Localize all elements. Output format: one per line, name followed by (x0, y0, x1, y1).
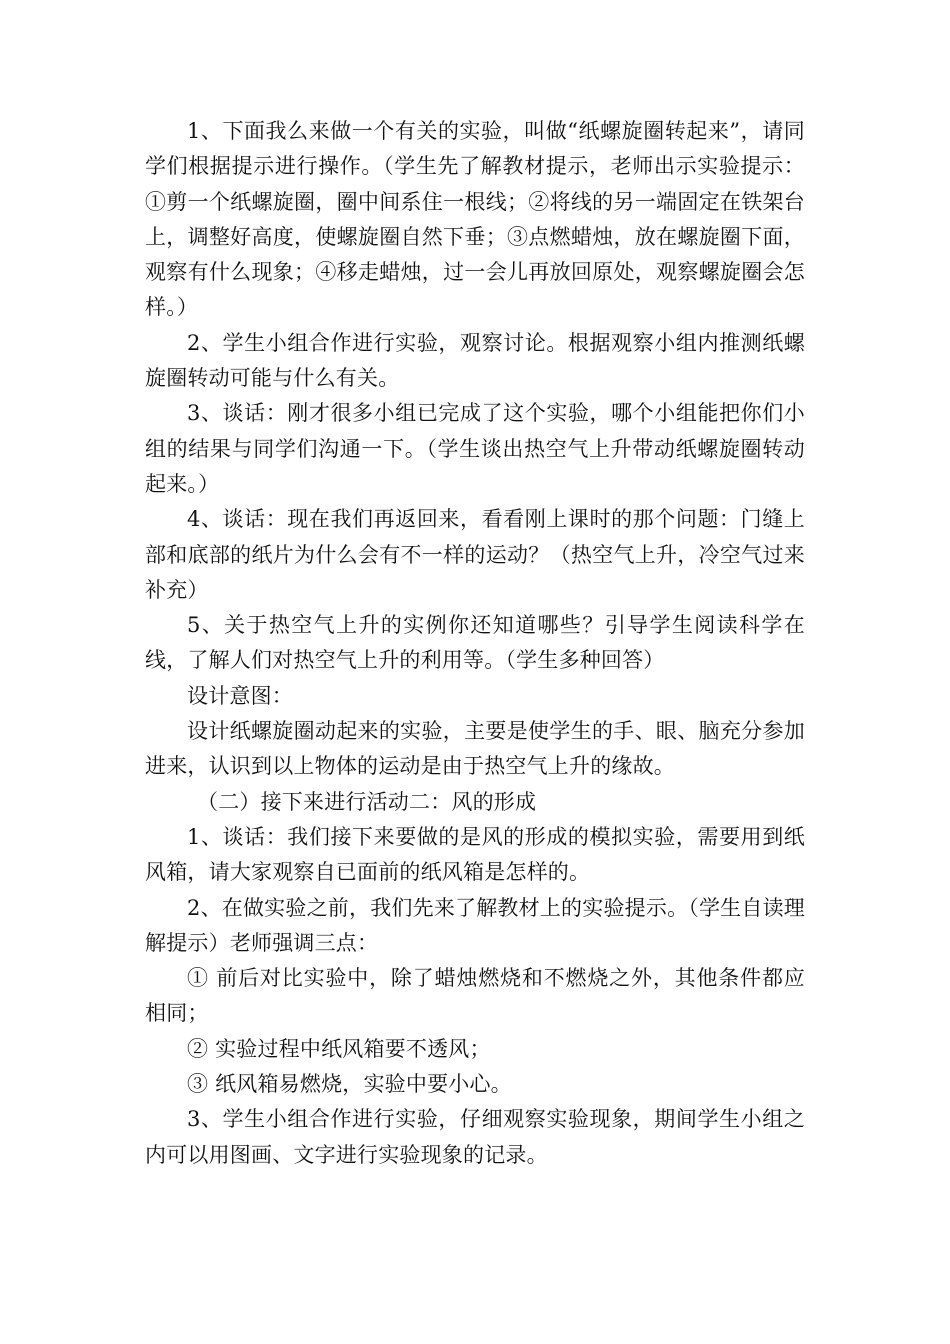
paragraph-step-1: 1、下面我么来做一个有关的实验，叫做“纸螺旋圈转起来”，请同学们根据提示进行操作。（学生先了解教材提示，老师出示实验提示：①剪一个纸螺旋圈，圈中间系住一根线；②将线的另一端固定在铁架台上，调整好高度，使螺旋圈自然下垂；③点燃蜡烛，放在螺旋圈下面，观察有什么现象；④移走蜡烛，过一会儿再放回原处，观察螺旋圈会怎样。） (145, 119, 805, 320)
paragraph-step-5: 5、关于热空气上升的实例你还知道哪些？引导学生阅读科学在线，了解人们对热空气上升的利用等。（学生多种回答） (145, 613, 805, 673)
paragraph-step-2: 2、学生小组合作进行实验，观察讨论。根据观察小组内推测纸螺旋圈转动可能与什么有关。 (145, 330, 805, 391)
design-intent-text: 设计纸螺旋圈动起来的实验，主要是使学生的手、眼、脑充分参加进来，认识到以上物体的运动是由于热空气上升的缘故。 (145, 719, 805, 779)
paragraph-step-4: 4、谈话：现在我们再返回来，看看刚上课时的那个问题：门缝上部和底部的纸片为什么会有不一样的运动？（热空气上升，冷空气过来补充） (145, 507, 805, 602)
paragraph-step-3: 3、谈话：刚才很多小组已完成了这个实验，哪个小组能把你们小组的结果与同学们沟通一下。（学生谈出热空气上升带动纸螺旋圈转动起来。） (145, 401, 805, 496)
activity-two-heading: （二）接下来进行活动二：风的形成 (197, 789, 537, 814)
design-intent-heading: 设计意图： (187, 683, 293, 708)
paragraph-activity-step-3: 3、学生小组合作进行实验，仔细观察实验现象，期间学生小组之内可以用图画、文字进行实验现象的记录。 (145, 1107, 805, 1167)
list-item-point-1: ① 前后对比实验中，除了蜡烛燃烧和不燃烧之外，其他条件都应相同； (145, 966, 805, 1026)
paragraph-activity-step-1: 1、谈话：我们接下来要做的是风的形成的模拟实验，需要用到纸风箱，请大家观察自已面前的纸风箱是怎样的。 (145, 824, 805, 885)
document-body (145, 114, 805, 1173)
list-item-point-2: ② 实验过程中纸风箱要不透风； (187, 1036, 491, 1061)
list-item-point-3: ③ 纸风箱易燃烧，实验中要小心。 (187, 1072, 512, 1097)
paragraph-activity-step-2: 2、在做实验之前，我们先来了解教材上的实验提示。（学生自读理解提示）老师强调三点： (145, 895, 805, 955)
